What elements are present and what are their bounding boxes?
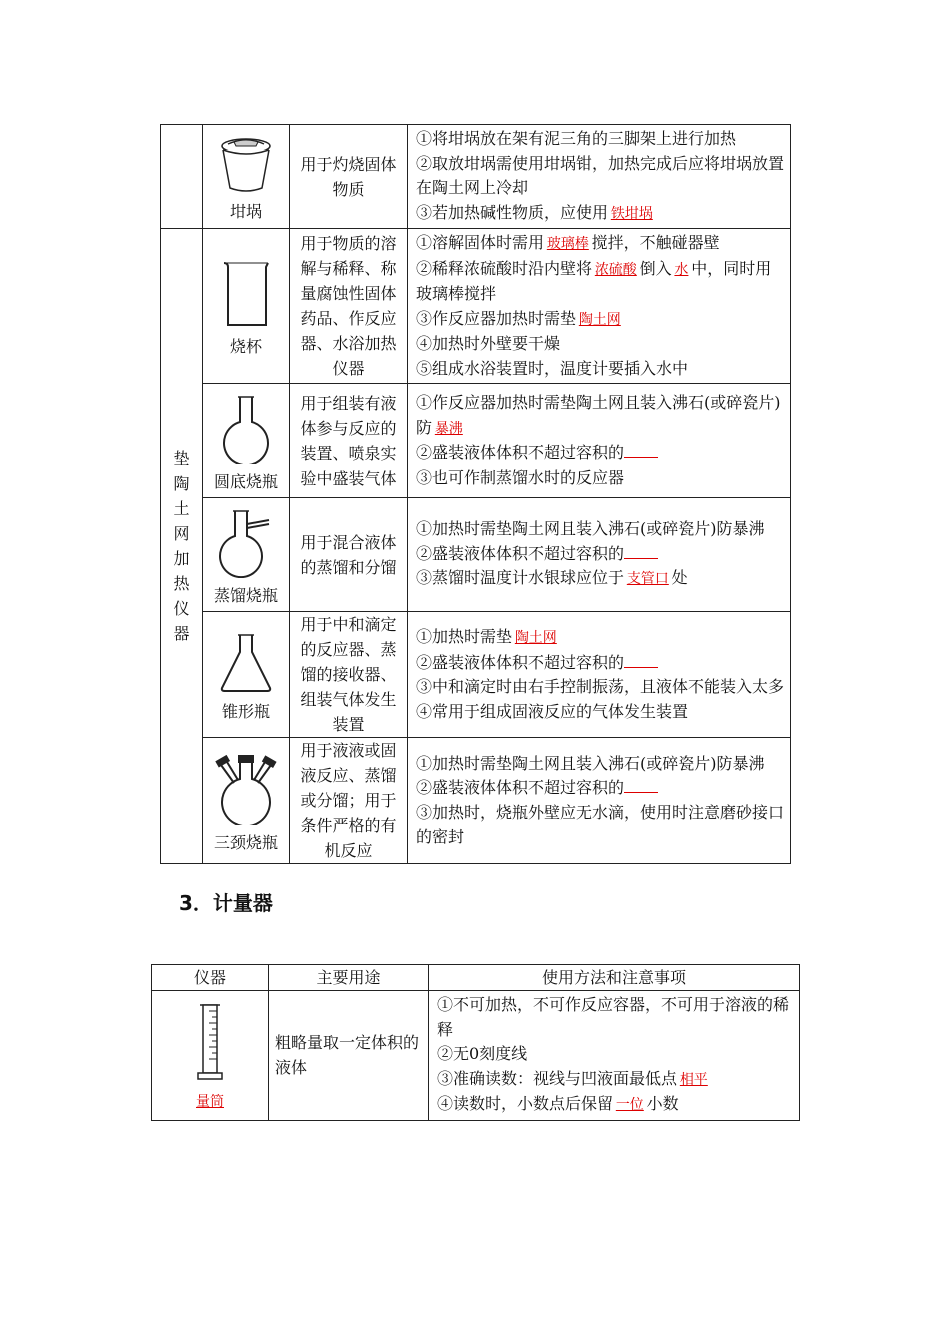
instrument-cell xyxy=(203,612,290,738)
category-cell xyxy=(161,229,203,864)
note-line: ①溶解固体时需用 玻璃棒 搅拌，不触碰器壁 xyxy=(416,233,720,252)
notes-cell xyxy=(408,125,791,229)
instrument-name: 蒸馏烧瓶 xyxy=(213,585,278,605)
answer-blank xyxy=(624,778,658,793)
note-line: ⑤组成水浴装置时，温度计要插入水中 xyxy=(416,358,689,378)
usage-cell: 用于混合液体的蒸馏和分馏 xyxy=(290,498,408,612)
crucible-icon xyxy=(216,136,276,194)
graduated-cylinder-icon xyxy=(195,1003,225,1083)
answer-text: 陶土网 xyxy=(578,311,621,328)
instrument-name: 三颈烧瓶 xyxy=(213,832,278,852)
instrument-cell xyxy=(203,384,290,498)
note-line: ③蒸馏时温度计水银球应位于 支管口 处 xyxy=(416,568,688,588)
note-line: ②盛装液体体积不超过容积的 xyxy=(416,651,784,676)
instrument-name: 圆底烧瓶 xyxy=(213,471,278,491)
notes-cell xyxy=(408,612,791,738)
instrument-name xyxy=(152,1091,268,1112)
note-line: ③也可作制蒸馏水时的反应器 xyxy=(416,467,625,487)
column-header: 主要用途 xyxy=(269,965,429,991)
distilling-flask-icon xyxy=(215,508,277,578)
column-header: 使用方法和注意事项 xyxy=(429,965,800,991)
note-line: ②盛装液体体积不超过容积的 xyxy=(416,776,784,801)
note-line: ③作反应器加热时需垫 陶土网 xyxy=(416,307,784,333)
table-row xyxy=(152,991,800,1121)
measuring-instruments-table xyxy=(151,964,800,1121)
category-cell-empty xyxy=(161,125,203,229)
answer-text: 量筒 xyxy=(196,1093,224,1110)
note-line: ③准确读数：视线与凹液面最低点 相平 xyxy=(437,1067,793,1093)
column-header: 仪器 xyxy=(152,965,269,991)
note-line: ④常用于组成固液反应的气体发生装置 xyxy=(416,701,689,721)
usage-cell: 用于灼烧固体物质 xyxy=(290,125,408,229)
answer-blank xyxy=(624,653,658,668)
answer-text: 陶土网 xyxy=(514,630,557,646)
answer-text: 玻璃棒 xyxy=(546,236,589,252)
note-line: ②取放坩埚需使用坩埚钳，加热完成后应将坩埚放置在陶土网上冷却 xyxy=(416,153,785,197)
answer-text: 相平 xyxy=(679,1071,708,1088)
instrument-cell xyxy=(203,498,290,612)
conical-flask-icon xyxy=(218,632,274,694)
table-row xyxy=(161,612,791,738)
note-line: ①将坩埚放在架有泥三角的三脚架上进行加热 xyxy=(416,129,737,148)
table-row xyxy=(161,229,791,384)
notes-cell xyxy=(408,738,791,864)
round-bottom-flask-icon xyxy=(218,394,274,464)
note-line: ①不可加热，不可作反应容器，不可用于溶液的稀释 xyxy=(437,995,790,1039)
three-neck-flask-icon xyxy=(211,753,281,825)
table-row xyxy=(161,125,791,229)
beaker-icon xyxy=(220,259,272,329)
note-line: ②盛装液体体积不超过容积的 xyxy=(416,542,784,567)
usage-cell: 用于物质的溶解与稀释、称量腐蚀性固体药品、作反应器、水浴加热仪器 xyxy=(290,229,408,384)
answer-blank xyxy=(624,544,658,559)
category-label: 垫陶土网加热仪器 xyxy=(173,449,190,643)
notes-cell xyxy=(408,384,791,498)
instrument-name: 坩埚 xyxy=(229,201,262,221)
heating-instruments-table xyxy=(160,124,791,864)
note-line: ③中和滴定时由右手控制振荡，且液体不能装入太多 xyxy=(416,677,785,696)
notes-cell xyxy=(408,498,791,612)
answer-text: 浓硫酸 xyxy=(594,261,637,278)
section-heading: 3．计量器 xyxy=(179,891,273,915)
table-row xyxy=(161,498,791,612)
note-line: ②无0刻度线 xyxy=(437,1044,528,1063)
notes-cell xyxy=(408,229,791,384)
instrument-cell xyxy=(203,229,290,384)
usage-cell: 用于中和滴定的反应器、蒸馏的接收器、组装气体发生装置 xyxy=(290,612,408,738)
usage-cell: 粗略量取一定体积的液体 xyxy=(269,991,429,1121)
table-row xyxy=(161,738,791,864)
note-line: ①作反应器加热时需垫陶土网且装入沸石(或碎瓷片)防 暴沸 xyxy=(416,393,781,437)
instrument-cell xyxy=(203,738,290,864)
answer-text: 暴沸 xyxy=(434,420,463,437)
table-header-row xyxy=(152,965,800,991)
instrument-name: 烧杯 xyxy=(229,337,262,356)
usage-cell: 用于液液或固液反应、蒸馏或分馏；用于条件严格的有机反应 xyxy=(290,738,408,864)
answer-text: 支管口 xyxy=(626,571,669,588)
instrument-name: 锥形瓶 xyxy=(221,701,270,721)
instrument-cell xyxy=(203,125,290,229)
answer-text: 水 xyxy=(674,261,689,278)
note-line: ④读数时，小数点后保留 一位 小数 xyxy=(437,1094,679,1113)
note-line: ③若加热碱性物质，应使用 铁坩埚 xyxy=(416,201,784,227)
note-line: ①加热时需垫陶土网且装入沸石(或碎瓷片)防暴沸 xyxy=(416,753,765,773)
note-line: ③加热时，烧瓶外壁应无水滴，使用时注意磨砂接口的密封 xyxy=(416,802,785,846)
instrument-cell xyxy=(152,991,269,1121)
answer-text: 一位 xyxy=(615,1097,644,1113)
note-line: ①加热时需垫 陶土网 xyxy=(416,625,784,651)
note-line: ①加热时需垫陶土网且装入沸石(或碎瓷片)防暴沸 xyxy=(416,519,765,539)
answer-blank xyxy=(624,443,658,458)
notes-cell xyxy=(429,991,800,1121)
note-line: ②盛装液体体积不超过容积的 xyxy=(416,441,784,466)
answer-text: 铁坩埚 xyxy=(610,205,653,222)
note-line: ④加热时外壁要干燥 xyxy=(416,334,561,353)
note-line: ②稀释浓硫酸时沿内壁将 浓硫酸 倒入 水 中，同时用玻璃棒搅拌 xyxy=(416,258,772,303)
usage-cell: 用于组装有液体参与反应的装置、喷泉实验中盛装气体 xyxy=(290,384,408,498)
table-row xyxy=(161,384,791,498)
